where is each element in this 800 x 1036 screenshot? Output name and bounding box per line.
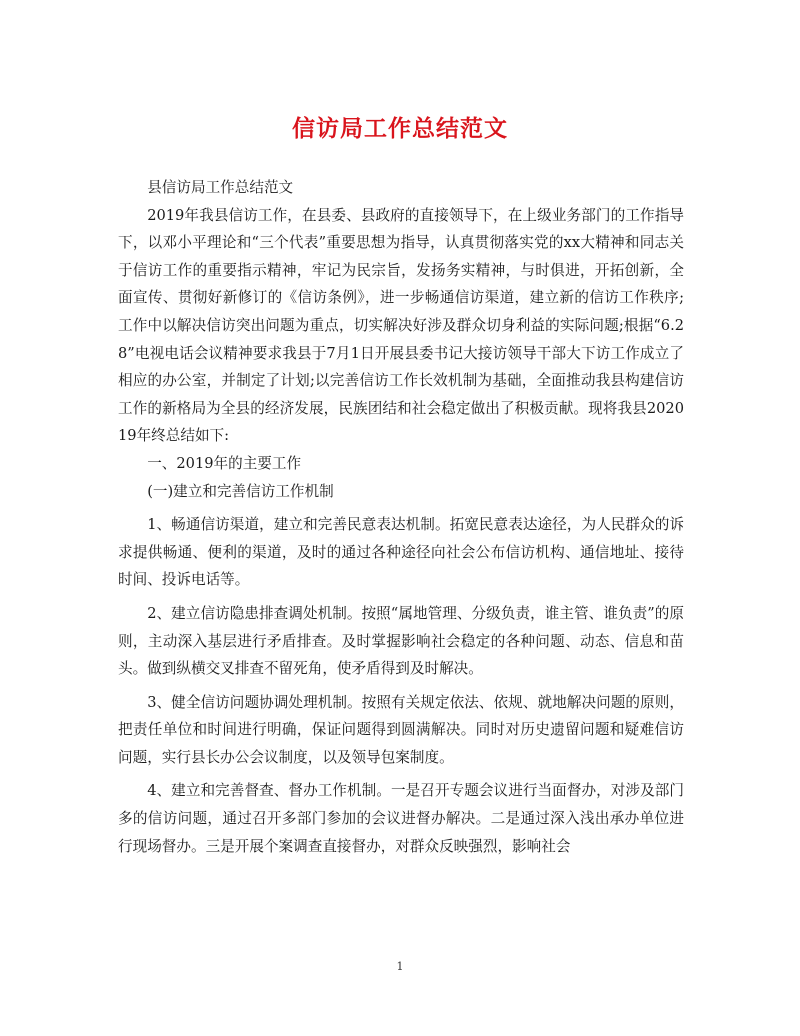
item-paragraph-1: 1、畅通信访渠道，建立和完善民意表达机制。拓宽民意表达途径，为人民群众的诉求提供畅通、便利的渠道，及时的通过各种途径向社会公布信访机构、通信地址、接待时间、投诉电话等。 bbox=[118, 516, 684, 589]
item-paragraph-4: 4、建立和完善督查、督办工作机制。一是召开专题会议进行当面督办，对涉及部门多的信访问题，通过召开多部门参加的会议进督办解决。二是通过深入浅出承办单位进行现场督办。三是开展个案调查直接督办，对群众反映强烈，影响社会 bbox=[118, 782, 684, 855]
page-number: 1 bbox=[396, 960, 404, 973]
document-body bbox=[118, 174, 684, 860]
subtitle-paragraph: 县信访局工作总结范文 bbox=[147, 179, 294, 196]
section-heading: 一、2019年的主要工作 bbox=[147, 454, 302, 472]
subsection-heading: (一)建立和完善信访工作机制 bbox=[147, 482, 334, 500]
item-paragraph-2: 2、建立信访隐患排查调处机制。按照“属地管理、分级负责，谁主管、谁负责”的原则，主动深入基层进行矛盾排查。及时掌握影响社会稳定的各种问题、动态、信息和苗头。做到纵横交叉排查不留死角，使矛盾得到及时解决。 bbox=[118, 604, 684, 678]
item-paragraph-3: 3、健全信访问题协调处理机制。按照有关规定依法、依规、就地解决问题的原则，把责任单位和时间进行明确，保证问题得到圆满解决。同时对历史遗留问题和疑难信访问题，实行县长办公会议制度，以及领导包案制度。 bbox=[118, 693, 684, 766]
document-title: 信访局工作总结范文 bbox=[292, 115, 508, 142]
intro-paragraph: 2019年我县信访工作，在县委、县政府的直接领导下，在上级业务部门的工作指导下，以邓小平理论和“三个代表”重要思想为指导，认真贯彻落实党的xx大精神和同志关于信访工作的重要指示精神，牢记为民宗旨，发扬务实精神，与时俱进，开拓创新，全面宣传、贯彻好新修订的《信访条例》，进一步畅通信访渠道，建立新的信访工作秩序;工作中以解决信访突出问题为重点，切实解决好涉及群众切身利益的实际问题;根据“6.28”电视电话会议精神要求我县于7月1日开展县委书记大接访领导干部大下访工作成立了相应的办公室，并制定了计划;以完善信访工作长效机制为基础，全面推动我县构建信访工作的新格局为全县的经济发展，民族团结和社会稳定做出了积极贡献。现将我县202019年终总结如下: bbox=[118, 206, 684, 445]
